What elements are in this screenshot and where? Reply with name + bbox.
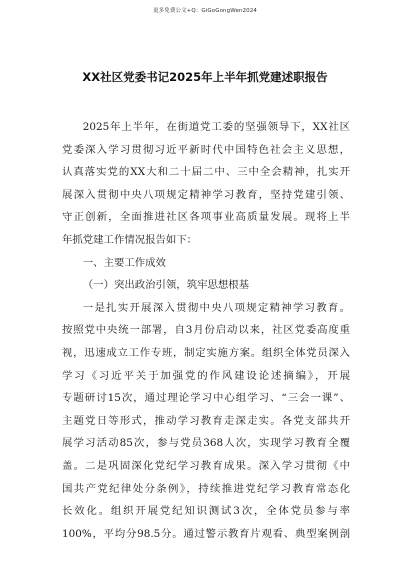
paragraph-line: 100%，平均分98.5分。通过警示教育片观看、典型案例剖	[62, 527, 350, 540]
paragraph-line: 年抓党建工作情况报告如下：	[62, 233, 198, 246]
paragraph-line: 长效化。组织开展党纪知识测试3次，全体党员参与率	[62, 505, 350, 518]
section-heading: 一、主要工作成效	[82, 256, 166, 269]
document-body	[62, 116, 350, 545]
paragraph-line: 按照党中央统一部署，自3月份启动以来，社区党委高度重	[62, 324, 350, 337]
header-note: 更多免费公文+Q：GiGoGongWen2024	[153, 8, 257, 14]
paragraph-line: 主题党日等形式，推动学习教育走深走实。各党支部共开	[62, 414, 350, 427]
document-title: XX社区党委书记2025年上半年抓党建述职报告	[82, 70, 328, 84]
paragraph-line: 一是扎实开展深入贯彻中央八项规定精神学习教育。	[82, 301, 350, 314]
paragraph-line: 守正创新，全面推进社区各项事业高质量发展。现将上半	[62, 211, 350, 224]
paragraph-line: 展学习活动85次，参与党员368人次，实现学习教育全覆	[62, 437, 350, 450]
paragraph-line: 盖。二是巩固深化党纪学习教育成果。深入学习贯彻《中	[62, 459, 350, 472]
paragraph-line: 2025年上半年，在街道党工委的坚强领导下，XX社区	[82, 121, 350, 133]
paragraph-line: 学习《习近平关于加强党的作风建设论述摘编》，开展	[62, 369, 350, 382]
paragraph-line: 展深入贯彻中央八项规定精神学习教育，坚持党建引领、	[62, 188, 350, 201]
paragraph-line: 国共产党纪律处分条例》，持续推进党纪学习教育常态化	[62, 482, 350, 495]
paragraph-line: 专题研讨15次，通过理论学习中心组学习、“三会一课”、	[62, 392, 350, 405]
paragraph-line: 党委深入学习贯彻习近平新时代中国特色社会主义思想，	[62, 143, 350, 156]
paragraph-line: 视，迅速成立工作专班，制定实施方案。组织全体党员深入	[62, 346, 350, 359]
paragraph-line: 认真落实党的XX大和二十届二中、三中全会精神，扎实开	[62, 166, 350, 179]
subsection-heading: （一）突出政治引领，筑牢思想根基	[82, 279, 250, 292]
